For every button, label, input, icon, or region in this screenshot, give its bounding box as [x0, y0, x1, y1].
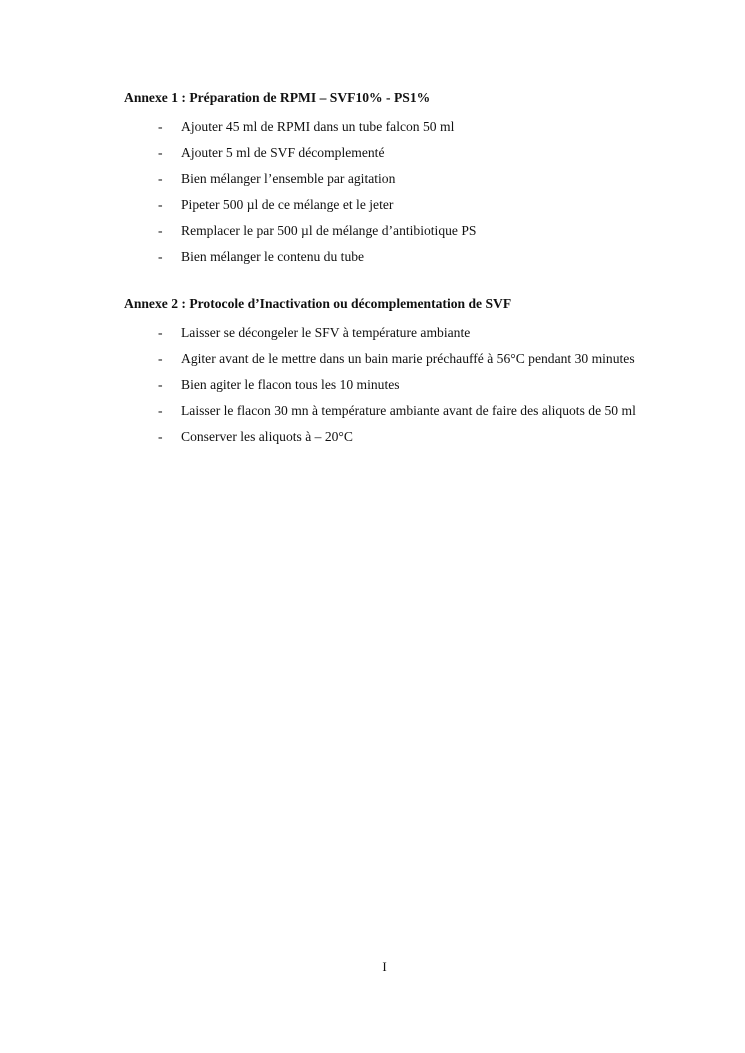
- list-item-text: Ajouter 5 ml de SVF décomplementé: [181, 145, 385, 160]
- list-item: [124, 218, 657, 244]
- bullet-dash: -: [158, 223, 163, 238]
- list-item: [124, 114, 657, 140]
- annex-1-section: [124, 88, 657, 270]
- annex-1-list: [124, 114, 657, 270]
- bullet-dash: -: [158, 377, 163, 392]
- page-number: I: [382, 959, 387, 974]
- list-item: [124, 424, 657, 450]
- list-item: [124, 346, 657, 372]
- list-item-text: Ajouter 45 ml de RPMI dans un tube falcon 50 ml: [181, 119, 455, 134]
- list-item: [124, 166, 657, 192]
- bullet-dash: -: [158, 325, 163, 340]
- list-item-text: Pipeter 500 µl de ce mélange et le jeter: [181, 197, 394, 212]
- bullet-dash: -: [158, 119, 163, 134]
- list-item-text: Agiter avant de le mettre dans un bain marie préchauffé à 56°C pendant 30 minutes: [181, 351, 635, 366]
- list-item: [124, 372, 657, 398]
- bullet-dash: -: [158, 429, 163, 444]
- list-item: [124, 320, 657, 346]
- list-item-text: Bien mélanger le contenu du tube: [181, 249, 365, 264]
- bullet-dash: -: [158, 145, 163, 160]
- list-item-text: Laisser le flacon 30 mn à température ambiante avant de faire des aliquots de 50 ml: [181, 403, 636, 418]
- list-item-text: Remplacer le par 500 µl de mélange d’antibiotique PS: [181, 223, 477, 238]
- bullet-dash: -: [158, 403, 163, 418]
- list-item-text: Conserver les aliquots à – 20°C: [181, 429, 353, 444]
- bullet-dash: -: [158, 249, 163, 264]
- list-item: [124, 398, 657, 424]
- list-item-text: Bien mélanger l’ensemble par agitation: [181, 171, 396, 186]
- annex-1-title: Annexe 1 : Préparation de RPMI – SVF10% - PS1%: [124, 90, 431, 105]
- bullet-dash: -: [158, 197, 163, 212]
- list-item-text: Bien agiter le flacon tous les 10 minutes: [181, 377, 400, 392]
- bullet-dash: -: [158, 171, 163, 186]
- bullet-dash: -: [158, 351, 163, 366]
- annex-2-title: Annexe 2 : Protocole d’Inactivation ou décomplementation de SVF: [124, 296, 512, 311]
- list-item-text: Laisser se décongeler le SFV à température ambiante: [181, 325, 471, 340]
- annex-2-section: [124, 294, 657, 450]
- list-item: [124, 244, 657, 270]
- annex-2-list: [124, 320, 657, 450]
- list-item: [124, 192, 657, 218]
- list-item: [124, 140, 657, 166]
